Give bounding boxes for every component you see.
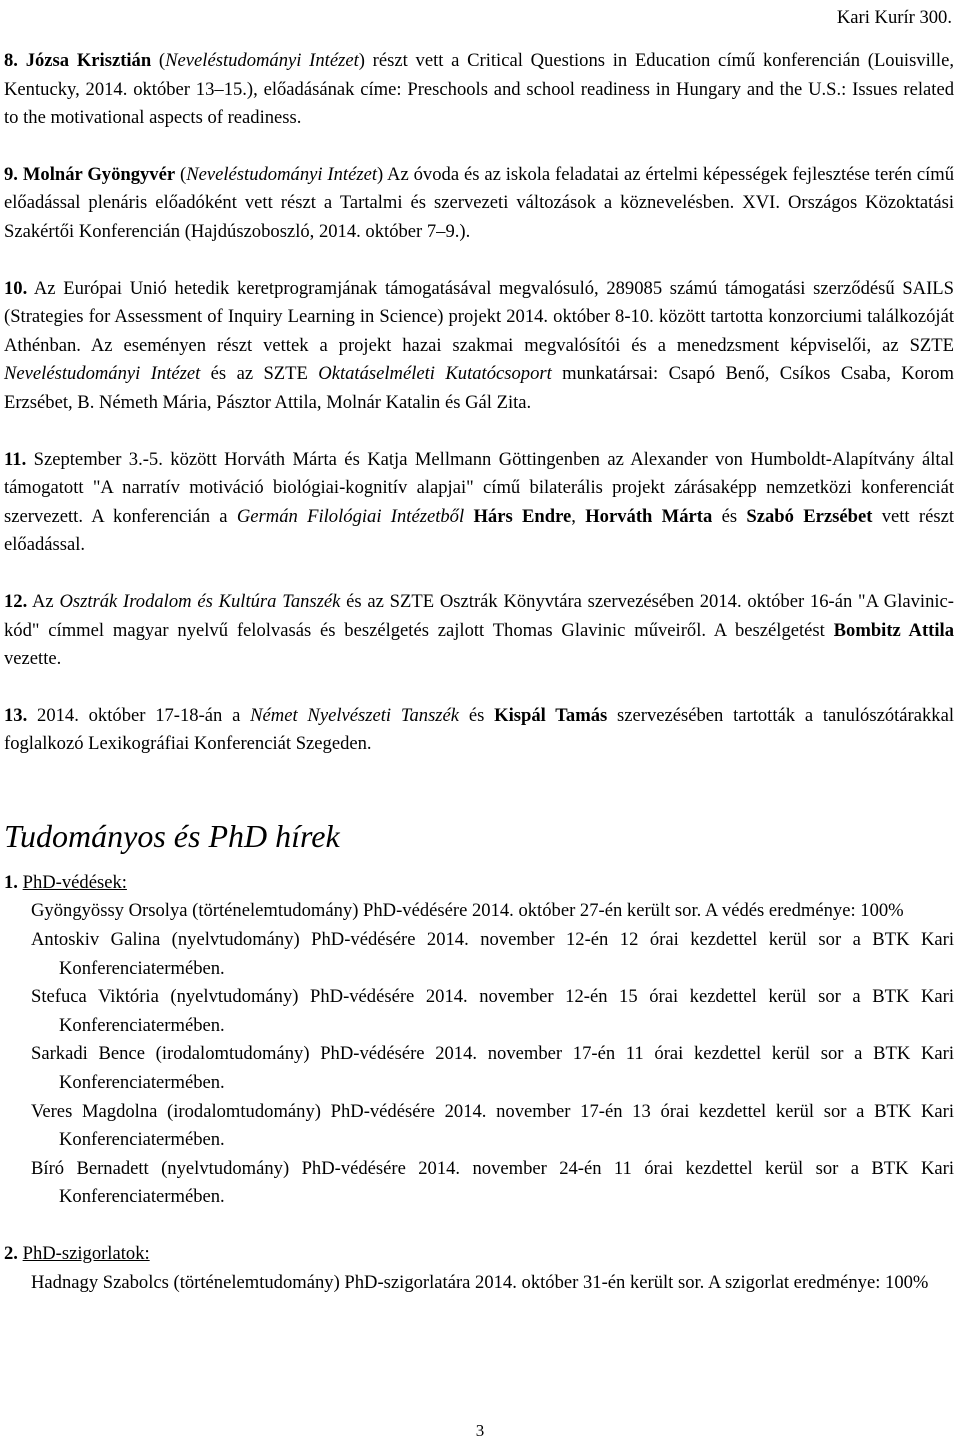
item-number: 10. xyxy=(4,277,28,299)
list-item: Stefuca Viktória (nyelvtudomány) PhD-védésére 2014. november 12-én 15 órai kezdettel kerül sor a BTK Kari Konferenciatermében. xyxy=(31,986,954,1036)
phd-exams-heading xyxy=(4,1240,954,1269)
news-item-12: 12. Az Osztrák Irodalom és Kultúra Tanszék és az SZTE Osztrák Könyvtára szervezésében 2014. október 16-án "A Glavinic-kód" címmel magyar nyelvű felolvasás és beszélgetés zajlott Thomas Glavinic műveiről. A beszélgetést Bombitz Attila vezette. xyxy=(4,590,955,670)
research-group-name: Oktatáselméleti Kutatócsoport xyxy=(318,363,552,385)
institute-name: Neveléstudományi Intézet xyxy=(4,363,201,385)
institute-name: Neveléstudományi Intézet xyxy=(165,50,359,71)
section-title: Tudományos és PhD hírek xyxy=(4,817,340,854)
sub-number: 1. xyxy=(4,871,18,893)
running-header: Kari Kurír 300. xyxy=(836,7,952,28)
item-number: 12. xyxy=(4,590,28,612)
item-number: 8. xyxy=(4,50,18,71)
item-number: 9. xyxy=(4,163,18,185)
phd-defenses-heading xyxy=(4,869,954,898)
news-item-9: 9. Molnár Gyöngyvér (Neveléstudományi Intézet) Az óvoda és az iskola feladatai az értelmi képességek fejlesztése terén című előadással plenáris előadóként vett részt a Tartalmi és szervezeti változások a köznevelésben. XVI. Országos Közoktatási Szakértői Konferencián (Hajdúszoboszló, 2014. október 7–9.). xyxy=(4,163,955,242)
person-name: Molnár Gyöngyvér xyxy=(22,163,176,185)
list-item: Bíró Bernadett (nyelvtudomány) PhD-védésére 2014. november 24-én 11 órai kezdettel kerül sor a BTK Kari Konferenciatermében. xyxy=(31,1157,954,1208)
person-name: Bombitz Attila xyxy=(833,619,955,641)
department-name: Osztrák Irodalom és Kultúra Tanszék xyxy=(59,590,341,612)
person-name: Hárs Endre xyxy=(473,505,572,527)
page-content xyxy=(4,47,954,1297)
person-name: Józsa Krisztián xyxy=(25,50,152,71)
news-item-13: 13. 2014. október 17-18-án a Német Nyelvészeti Tanszék és Kispál Tamás szervezésében tartották a tanulószótárakkal foglalkozó Lexikográfiai Konferenciát Szegeden. xyxy=(4,704,955,755)
list-item: Veres Magdolna (irodalomtudomány) PhD-védésére 2014. november 17-én 13 órai kezdettel kerül sor a BTK Kari Konferenciatermében. xyxy=(31,1100,954,1151)
phd-defenses-list xyxy=(4,897,954,1212)
sub-number: 2. xyxy=(4,1243,18,1264)
list-item: Sarkadi Bence (irodalomtudomány) PhD-védésére 2014. november 17-én 11 órai kezdettel kerül sor a BTK Kari Konferenciatermében. xyxy=(31,1043,954,1094)
list-item: Gyöngyössy Orsolya (történelemtudomány) PhD-védésére 2014. október 27-én került sor. A védés eredménye: 100% xyxy=(31,900,904,922)
list-item: Hadnagy Szabolcs (történelemtudomány) PhD-szigorlatára 2014. október 31-én került sor. A szigorlat eredménye: 100% xyxy=(31,1271,929,1293)
institute-name: Neveléstudományi Intézet xyxy=(186,163,377,185)
person-name: Szabó Erzsébet xyxy=(746,505,873,527)
person-name: Kispál Tamás xyxy=(494,704,608,726)
page-number: 3 xyxy=(475,1421,485,1440)
sub-label: PhD-szigorlatok: xyxy=(22,1243,150,1264)
institute-name: Germán Filológiai Intézetből xyxy=(236,505,465,527)
phd-exams-list xyxy=(4,1269,954,1298)
news-item-8: 8. Józsa Krisztián (Neveléstudományi Intézet) részt vett a Critical Questions in Education című konferencián (Louisville, Kentucky, 2014. október 13–15.), előadásának címe: Preschools and school readiness in Hungary and the U.S.: Issues related to the motivational aspects of readiness. xyxy=(4,50,955,129)
item-number: 13. xyxy=(4,704,28,726)
news-item-11: 11. Szeptember 3.-5. között Horváth Márta és Katja Mellmann Göttingenben az Alexander von Humboldt-Alapítvány által támogatott "A narratív motiváció biológiai-kognitív alapjai" című bilaterális projekt zárásaképp nemzetközi konferenciát szervezett. A konferencián a Germán Filológiai Intézetből Hárs Endre, Horváth Márta és Szabó Erzsébet vett részt előadással. xyxy=(4,448,955,556)
person-name: Horváth Márta xyxy=(585,505,713,527)
item-number: 11. xyxy=(4,448,27,470)
list-item: Antoskiv Galina (nyelvtudomány) PhD-védésére 2014. november 12-én 12 órai kezdettel kerül sor a BTK Kari Konferenciatermében. xyxy=(31,929,954,979)
sub-label: PhD-védések: xyxy=(22,871,127,893)
department-name: Német Nyelvészeti Tanszék xyxy=(250,704,460,726)
news-item-10: 10. Az Európai Unió hetedik keretprogramjának támogatásával megvalósuló, 289085 számú támogatási szerződésű SAILS (Strategies for Assessment of Inquiry Learning in Science) projekt 2014. október 8-10. között tartotta konzorciumi találkozóját Athénban. Az eseményen részt vettek a projekt hazai szakmai megvalósítói és a menedzsment képviselői, az SZTE Neveléstudományi Intézet és az SZTE Oktatáselméleti Kutatócsoport munkatársai: Csapó Benő, Csíkos Csaba, Korom Erzsébet, B. Németh Mária, Pásztor Attila, Molnár Katalin és Gál Zita. xyxy=(4,277,954,413)
